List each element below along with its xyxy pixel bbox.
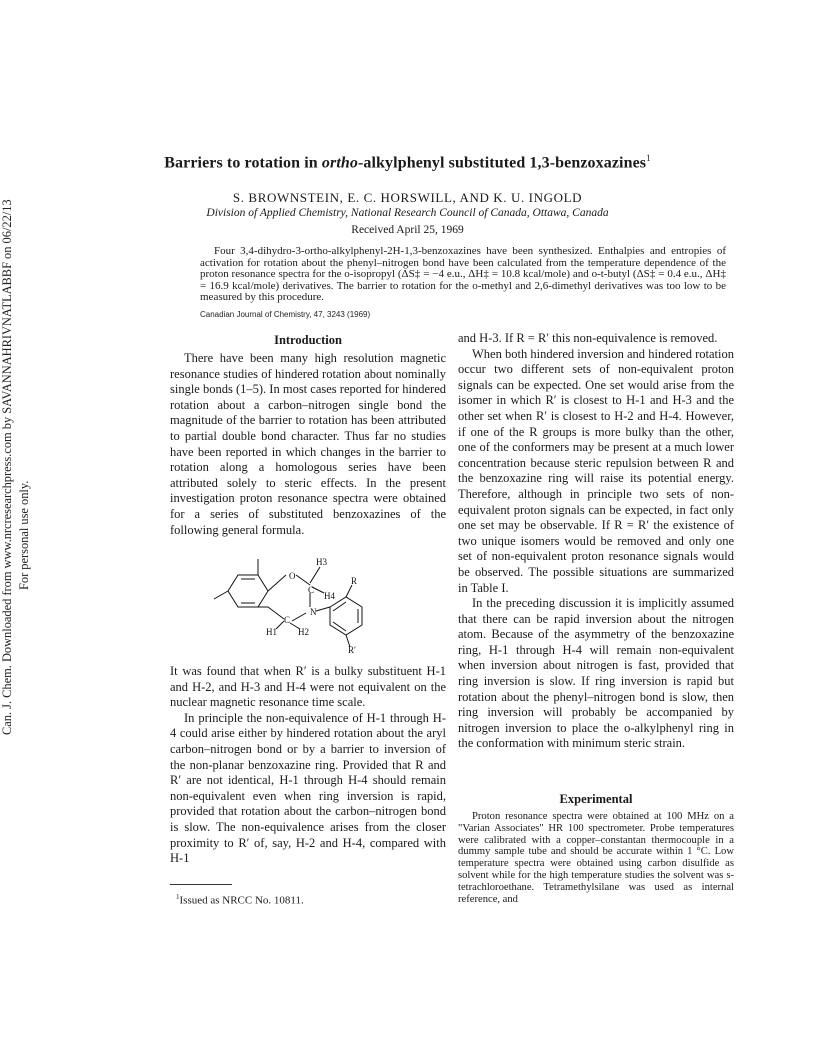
atom-c-top: C: [308, 585, 315, 595]
experimental-section: [458, 811, 734, 905]
download-notice-line-2-text: For personal use only.: [17, 480, 31, 590]
left-paragraph-3: In principle the non-equivalence of H-1 through H-4 could arise either by hindered rotation about the aryl carbon–nitrogen bond or by a barrier to inversion of the non-planar benzoxazine ring. Provided that R and R′ are not identical, H-1 through H-4 should remain non-equivalent even when ring inversion is rapid, provided that rotation about the carbon–nitrogen bond is slow. The non-equivalence arises from the closer proximity to R′ of, say, H-2 and H-4, compared with H-1: [170, 710, 446, 866]
abstract-text: Four 3,4-dihydro-3-ortho-alkylphenyl-2H-1,3-benzoxazines have been synthesized. Enthalpies and entropies of activation for rotation about the phenyl–nitrogen bond have been calculated from the temperature dependence of the proton resonance spectra for the o-isopropyl (ΔS‡ = −4 e.u., ΔH‡ = 10.8 kcal/mole) and o-t-butyl (ΔS‡ = 0.4 e.u., ΔH‡ = 16.9 kcal/mole) derivatives. The barrier to rotation for the o-methyl and 2,6-dimethyl derivatives was too low to be measured by this procedure.: [200, 245, 726, 303]
right-column: [458, 331, 734, 752]
journal-citation: Canadian Journal of Chemistry, 47, 3243 (1969): [200, 310, 371, 319]
experimental-paragraph-1: Proton resonance spectra were obtained at 100 MHz on a "Varian Associates" HR 100 spectrometer. Probe temperatures were calibrated with a copper–constantan thermocouple in a dummy sample tube and should be accurate within 1 °C. Low temperature spectra were obtained using carbon disulfide as solvent while for the high temperature studies the solvent was s-tetrachloroethane. Tetramethylsilane was used as internal reference, and: [458, 811, 734, 905]
intro-paragraph-1: There have been many high resolution magnetic resonance studies of hindered rotation about nominally single bonds (1–5). In most cases reported for hindered rotation about a carbon–nitrogen single bond the magnitude of the barrier to rotation has been attributed to partial double bond character. Thus far no studies have been reported in which changes in the barrier to rotation along a homologous series have been attributed solely to steric effects. In the present investigation proton resonance spectra were obtained for a series of substituted benzoxazines of the following general formula.: [170, 351, 446, 537]
footnote-rule: [170, 884, 232, 885]
title-footnote-mark: 1: [646, 153, 651, 163]
footnote: [176, 893, 304, 907]
atom-n: N: [310, 607, 317, 617]
right-paragraph-2: When both hindered inversion and hindered rotation occur two different sets of non-equivalent proton signals can be expected. One set would arise from the isomer in which R′ is closest to H-1 and H-3 and the other set when R′ is closest to H-2 and H-4. However, if one of the R groups is more bulky than the other, one of the conformers may be present at a much lower concentration because steric repulsion between R and the benzoxazine ring will raise its potential energy. Therefore, although in principle two sets of non-equivalent proton signals can be expected, in fact only one set may be observable. If R = R′ the existence of two unique isomers would be removed and only one set of non-equivalent proton resonance signals would be observed. The possible situations are summarized in Table I.: [458, 346, 734, 595]
experimental-heading: Experimental: [559, 792, 633, 806]
footnote-mark: 1: [176, 893, 180, 901]
introduction-heading: Introduction: [274, 333, 342, 347]
benzene-ring: [228, 575, 268, 607]
received-date: Received April 25, 1969: [351, 224, 464, 236]
title-pre: Barriers to rotation in: [164, 154, 322, 172]
atom-c-bottom: C: [284, 615, 291, 625]
paper-title: [0, 153, 815, 172]
download-notice-col-1: [0, 199, 16, 735]
download-notice-col-2: [17, 255, 33, 735]
label-h2: H2: [298, 627, 309, 637]
label-h4: H4: [324, 591, 335, 601]
phenyl-ring: [330, 597, 362, 635]
left-paragraph-2: It was found that when R′ is a bulky substituent H-1 and H-2, and H-3 and H-4 were not equivalent on the nuclear magnetic resonance time scale.: [170, 664, 446, 710]
title-italic: ortho: [321, 154, 358, 172]
download-notice-line-1-text: Can. J. Chem. Downloaded from www.nrcresearchpress.com by SAVANNAHRIVNATLABBF on 06/22/13: [0, 199, 14, 735]
label-h1: H1: [266, 627, 277, 637]
authors: S. BROWNSTEIN, E. C. HORSWILL, AND K. U. INGOLD: [232, 190, 583, 205]
affiliation: Division of Applied Chemistry, National Research Council of Canada, Ottawa, Canada: [206, 207, 609, 219]
atom-o: O: [289, 571, 296, 581]
left-column-upper: [170, 351, 446, 538]
right-paragraph-3: In the preceding discussion it is implicitly assumed that there can be rapid inversion about the nitrogen atom. Because of the asymmetry of the benzoxazine ring, H-1 through H-4 will remain non-equivalent when inversion about nitrogen is fast, provided that ring inversion is slow. If ring inversion is rapid but rotation about the phenyl–nitrogen bond is slow, then ring inversion will probably be accompanied by nitrogen inversion to place the o-alkylphenyl ring in the conformation with minimum steric strain.: [458, 596, 734, 751]
label-r-prime: R′: [348, 645, 356, 653]
benzoxazine-structure-diagram: [200, 553, 400, 653]
abstract: [200, 246, 726, 304]
label-r: R: [351, 576, 358, 586]
footnote-text: Issued as NRCC No. 10811.: [179, 894, 304, 907]
title-post: -alkylphenyl substituted 1,3-benzoxazines: [357, 154, 647, 172]
left-column-lower: [170, 664, 446, 867]
right-paragraph-1: and H-3. If R = R′ this non-equivalence is removed.: [458, 331, 718, 345]
label-h3: H3: [316, 557, 327, 567]
